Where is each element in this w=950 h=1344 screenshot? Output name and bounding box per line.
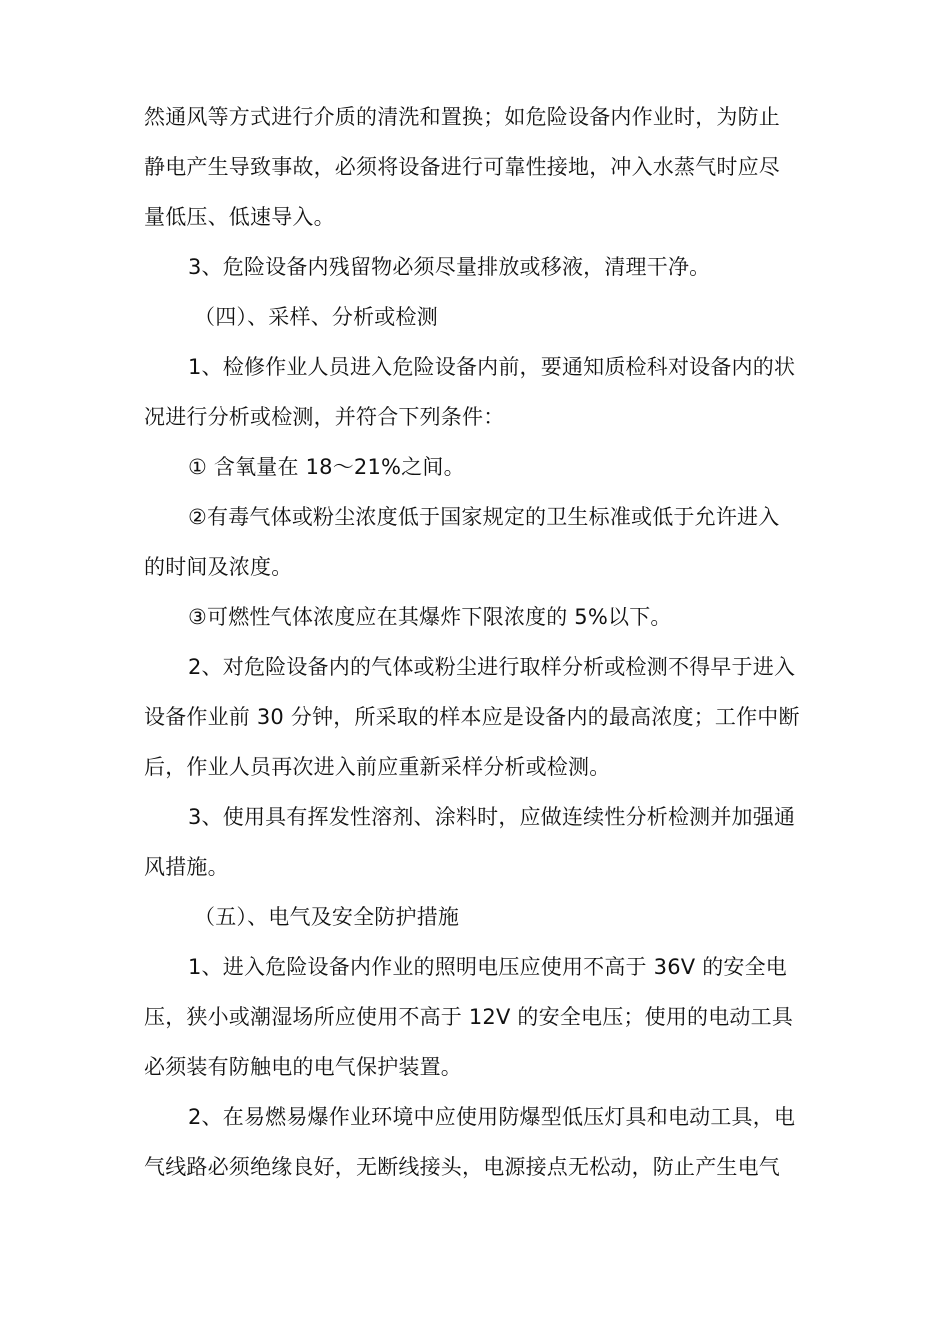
section-heading: （四）、采样、分析或检测 <box>194 305 438 329</box>
text-line: 气线路必须绝缘良好，无断线接头，电源接点无松动，防止产生电气 <box>144 1155 780 1179</box>
text-line: 风措施。 <box>144 855 229 879</box>
paragraph-line: 1、进入危险设备内作业的照明电压应使用不高于 36V 的安全电 <box>188 955 787 979</box>
text-line: 况进行分析或检测，并符合下列条件： <box>144 405 505 429</box>
text-line: 设备作业前 30 分钟，所采取的样本应是设备内的最高浓度；工作中断 <box>144 705 800 729</box>
text-line: 静电产生导致事故，必须将设备进行可靠性接地，冲入水蒸气时应尽 <box>144 155 780 179</box>
text-line: 后，作业人员再次进入前应重新采样分析或检测。 <box>144 755 611 779</box>
paragraph-line: 2、对危险设备内的气体或粉尘进行取样分析或检测不得早于进入 <box>188 655 796 679</box>
condition-item: ②有毒气体或粉尘浓度低于国家规定的卫生标准或低于允许进入 <box>188 505 780 529</box>
paragraph-line: 3、使用具有挥发性溶剂、涂料时，应做连续性分析检测并加强通 <box>188 805 796 829</box>
text-line: 量低压、低速导入。 <box>144 205 335 229</box>
paragraph-line: 3、危险设备内残留物必须尽量排放或移液，清理干净。 <box>188 255 711 279</box>
condition-item: ③可燃性气体浓度应在其爆炸下限浓度的 5%以下。 <box>188 605 672 629</box>
text-line: 的时间及浓度。 <box>144 555 293 579</box>
paragraph-line: 2、在易燃易爆作业环境中应使用防爆型低压灯具和电动工具，电 <box>188 1105 796 1129</box>
section-heading: （五）、电气及安全防护措施 <box>194 905 460 929</box>
text-line: 然通风等方式进行介质的清洗和置换；如危险设备内作业时，为防止 <box>144 105 780 129</box>
paragraph-line: 1、检修作业人员进入危险设备内前，要通知质检科对设备内的状 <box>188 355 796 379</box>
condition-item: ① 含氧量在 18～21%之间。 <box>188 455 465 479</box>
text-line: 必须装有防触电的电气保护装置。 <box>144 1055 462 1079</box>
text-line: 压，狭小或潮湿场所应使用不高于 12V 的安全电压；使用的电动工具 <box>144 1005 794 1029</box>
